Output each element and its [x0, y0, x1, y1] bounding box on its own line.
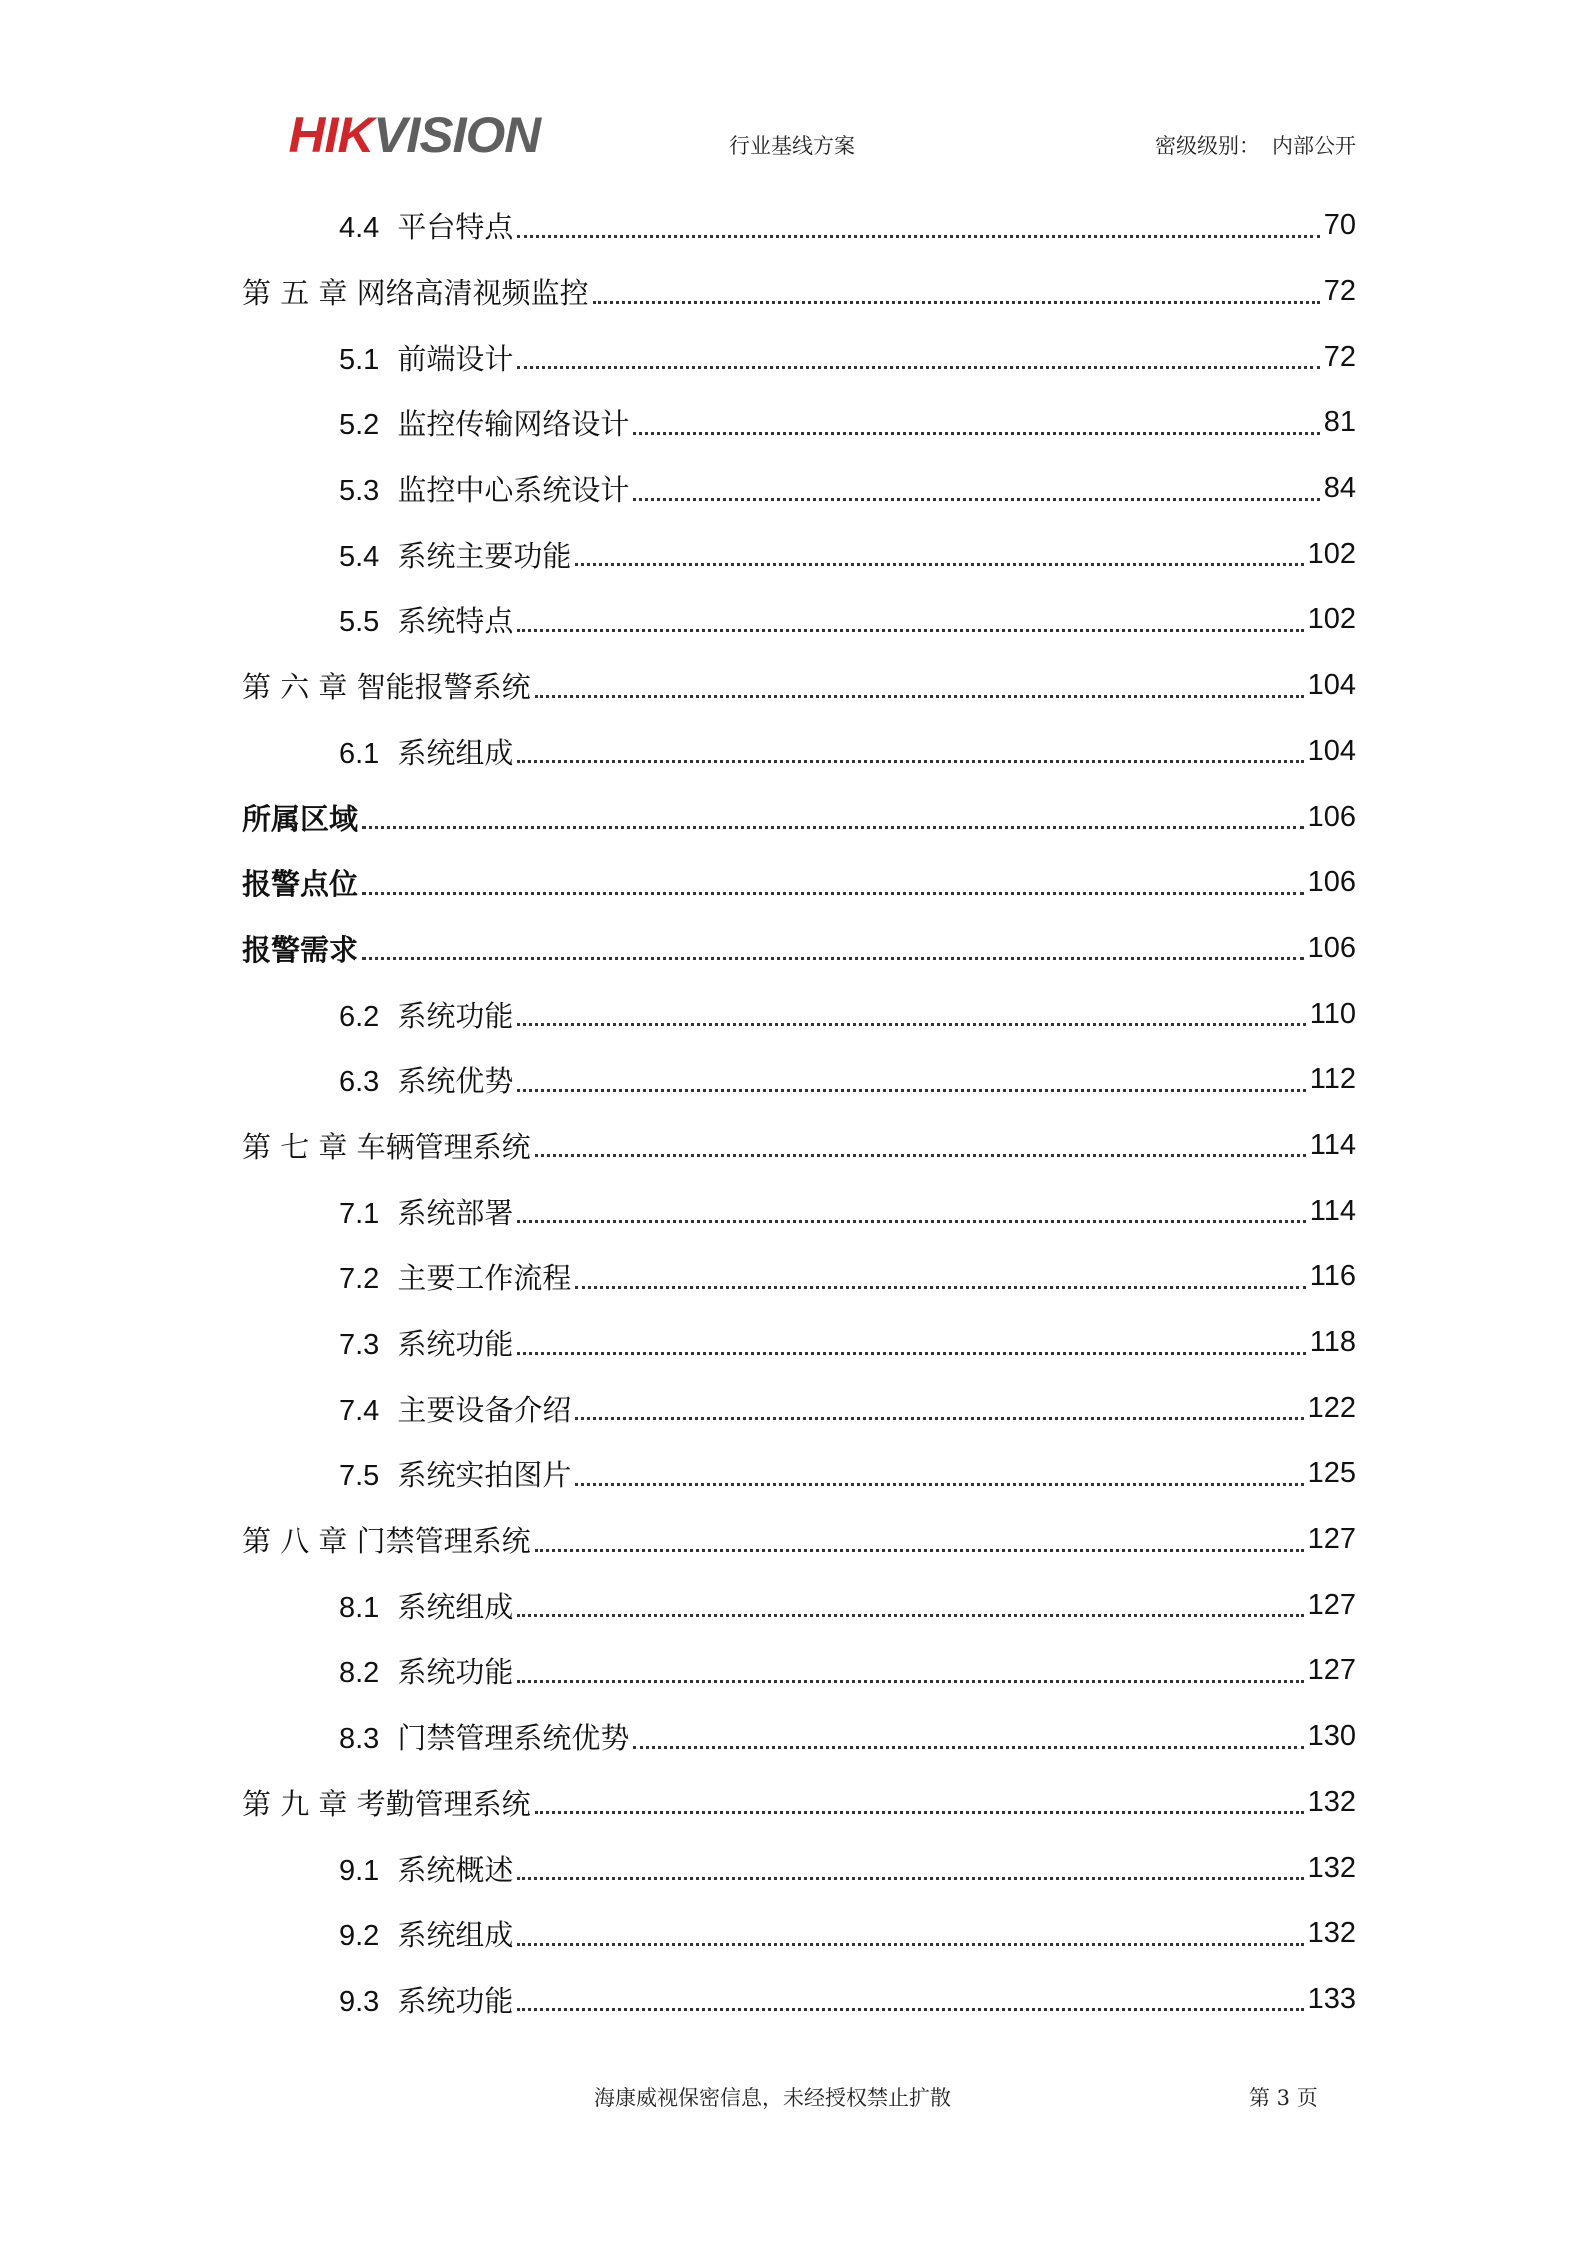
- dot-leader: [517, 1848, 1303, 1880]
- toc-entry-page: 106: [1307, 800, 1356, 833]
- table-of-contents: [0, 193, 1587, 2032]
- toc-entry-title: [242, 1125, 535, 1166]
- dot-leader: [517, 731, 1303, 763]
- toc-entry-page: 132: [1307, 1917, 1356, 1950]
- toc-entry-text: 第 六 章 智能报警系统: [242, 670, 531, 705]
- toc-entry[interactable]: [339, 1901, 1356, 1967]
- dot-leader: [362, 928, 1304, 960]
- dot-leader: [517, 337, 1319, 369]
- dot-leader: [535, 1520, 1304, 1552]
- dot-leader: [362, 797, 1304, 829]
- toc-entry-page: 110: [1309, 997, 1356, 1030]
- toc-entry[interactable]: [242, 916, 1356, 982]
- toc-entry-text: 门禁管理系统优势: [397, 1721, 630, 1756]
- toc-entry-title: [339, 1716, 633, 1757]
- toc-entry-page: 72: [1323, 275, 1356, 308]
- toc-entry-title: [339, 599, 517, 640]
- toc-entry-text: 所属区域: [242, 801, 359, 836]
- toc-entry-number: 5.1: [339, 343, 380, 376]
- toc-entry-page: 102: [1307, 603, 1356, 636]
- toc-entry-page: 127: [1307, 1588, 1356, 1621]
- toc-entry-number: 7.5: [339, 1460, 380, 1493]
- toc-entry[interactable]: [339, 1047, 1356, 1113]
- toc-entry-text: 主要工作流程: [397, 1261, 572, 1296]
- toc-entry-title: [339, 1388, 575, 1429]
- toc-entry-page: 102: [1307, 537, 1356, 570]
- toc-entry-number: 9.3: [339, 1985, 380, 2018]
- dot-leader: [575, 1257, 1305, 1289]
- toc-entry-page: 104: [1307, 734, 1356, 767]
- toc-entry[interactable]: [242, 1507, 1356, 1573]
- toc-entry-title: [339, 534, 575, 575]
- toc-entry[interactable]: [339, 1835, 1356, 1901]
- toc-entry-number: 7.3: [339, 1329, 380, 1362]
- security-level: 密级级别： 内部公开: [1155, 134, 1356, 158]
- toc-entry-page: 84: [1323, 472, 1356, 505]
- toc-entry-title: [242, 1782, 535, 1823]
- dot-leader: [535, 666, 1304, 698]
- toc-entry-text: 系统组成: [397, 1589, 514, 1624]
- toc-entry[interactable]: [339, 456, 1356, 522]
- toc-entry-page: 132: [1307, 1851, 1356, 1884]
- dot-leader: [593, 272, 1320, 304]
- dot-leader: [535, 1782, 1304, 1814]
- toc-entry[interactable]: [242, 1113, 1356, 1179]
- toc-entry-title: [242, 862, 362, 903]
- toc-entry-text: 系统优势: [397, 1064, 514, 1099]
- toc-entry-text: 系统实拍图片: [397, 1458, 572, 1493]
- toc-entry-text: 系统部署: [397, 1195, 514, 1230]
- toc-entry[interactable]: [242, 784, 1356, 850]
- toc-entry-page: 118: [1309, 1326, 1356, 1359]
- toc-entry-title: [339, 468, 633, 509]
- toc-entry-number: 9.2: [339, 1920, 380, 1953]
- dot-leader: [517, 1585, 1303, 1617]
- toc-entry-number: 5.2: [339, 409, 380, 442]
- toc-entry-text: 主要设备介绍: [397, 1392, 572, 1427]
- toc-entry-text: 系统功能: [397, 1655, 514, 1690]
- dot-leader: [517, 994, 1305, 1026]
- toc-entry-number: 5.5: [339, 606, 380, 639]
- confidential-notice: 海康威视保密信息，未经授权禁止扩散: [594, 2086, 951, 2110]
- toc-entry-title: [339, 1322, 517, 1363]
- toc-entry-number: 4.4: [339, 212, 380, 245]
- toc-entry[interactable]: [339, 1572, 1356, 1638]
- dot-leader: [517, 600, 1303, 632]
- toc-entry-text: 监控中心系统设计: [397, 473, 630, 508]
- dot-leader: [633, 469, 1319, 501]
- toc-entry-number: 5.4: [339, 540, 380, 573]
- toc-entry-page: 132: [1307, 1785, 1356, 1818]
- toc-entry-title: [339, 1453, 575, 1494]
- toc-entry-text: 系统组成: [397, 1918, 514, 1953]
- toc-entry[interactable]: [339, 1178, 1356, 1244]
- dot-leader: [517, 1979, 1303, 2011]
- toc-entry-title: [339, 994, 517, 1035]
- toc-entry-number: 7.1: [339, 1197, 380, 1230]
- dot-leader: [535, 1125, 1306, 1157]
- dot-leader: [517, 1060, 1305, 1092]
- toc-entry[interactable]: [339, 193, 1356, 259]
- toc-entry[interactable]: [242, 653, 1356, 719]
- dot-leader: [575, 1454, 1303, 1486]
- toc-entry-page: 104: [1307, 669, 1356, 702]
- toc-entry[interactable]: [339, 719, 1356, 785]
- toc-entry-page: 70: [1323, 209, 1356, 242]
- toc-entry-number: 8.2: [339, 1657, 380, 1690]
- dot-leader: [575, 1388, 1303, 1420]
- toc-entry-title: [339, 1191, 517, 1232]
- toc-entry-text: 监控传输网络设计: [397, 407, 630, 442]
- toc-entry-number: 9.1: [339, 1854, 380, 1887]
- toc-entry-text: 系统功能: [397, 1983, 514, 2018]
- dot-leader: [633, 403, 1319, 435]
- toc-entry[interactable]: [339, 587, 1356, 653]
- toc-entry-page: 81: [1323, 406, 1356, 439]
- toc-entry[interactable]: [242, 259, 1356, 325]
- toc-entry-number: 6.1: [339, 737, 380, 770]
- toc-entry-text: 系统功能: [397, 1327, 514, 1362]
- dot-leader: [517, 1323, 1305, 1355]
- toc-entry-text: 第 七 章 车辆管理系统: [242, 1129, 531, 1164]
- toc-entry-text: 系统功能: [397, 998, 514, 1033]
- dot-leader: [575, 534, 1303, 566]
- toc-entry-page: 125: [1307, 1457, 1356, 1490]
- toc-entry-title: [339, 731, 517, 772]
- toc-entry-text: 系统组成: [397, 735, 514, 770]
- toc-entry-number: 7.4: [339, 1394, 380, 1427]
- toc-entry[interactable]: [339, 390, 1356, 456]
- toc-entry[interactable]: [339, 1704, 1356, 1770]
- toc-entry[interactable]: [339, 1244, 1356, 1310]
- toc-entry-page: 72: [1323, 340, 1356, 373]
- toc-entry[interactable]: [339, 1638, 1356, 1704]
- toc-entry[interactable]: [339, 521, 1356, 587]
- dot-leader: [633, 1717, 1303, 1749]
- toc-entry-text: 平台特点: [397, 210, 514, 245]
- toc-entry-title: [339, 402, 633, 443]
- dot-leader: [362, 863, 1304, 895]
- toc-entry-title: [242, 271, 593, 312]
- toc-entry-page: 112: [1309, 1063, 1356, 1096]
- toc-entry-number: 6.3: [339, 1066, 380, 1099]
- dot-leader: [517, 206, 1319, 238]
- toc-entry-title: [242, 928, 362, 969]
- toc-entry[interactable]: [242, 1770, 1356, 1836]
- toc-entry-page: 127: [1307, 1654, 1356, 1687]
- toc-entry-page: 116: [1309, 1260, 1356, 1293]
- dot-leader: [517, 1651, 1303, 1683]
- toc-entry-title: [242, 1519, 535, 1560]
- toc-entry-page: 114: [1309, 1128, 1356, 1161]
- toc-entry-number: 8.3: [339, 1723, 380, 1756]
- toc-entry[interactable]: [339, 1310, 1356, 1376]
- hikvision-logo: HIKVISION: [288, 107, 541, 163]
- toc-entry-title: [339, 1256, 575, 1297]
- dot-leader: [517, 1191, 1305, 1223]
- page-number: 第 3 页: [1249, 2086, 1318, 2110]
- toc-entry[interactable]: [339, 981, 1356, 1047]
- toc-entry-title: [339, 1059, 517, 1100]
- toc-entry-text: 系统主要功能: [397, 538, 572, 573]
- toc-entry-page: 122: [1307, 1391, 1356, 1424]
- toc-entry-text: 报警点位: [242, 867, 359, 902]
- toc-entry-page: 130: [1307, 1720, 1356, 1753]
- toc-entry-title: [339, 337, 517, 378]
- toc-entry-title: [242, 797, 362, 838]
- toc-entry-text: 报警需求: [242, 932, 359, 967]
- toc-entry-title: [339, 1848, 517, 1889]
- toc-entry-title: [339, 1585, 517, 1626]
- toc-entry-title: [242, 665, 535, 706]
- toc-entry[interactable]: [339, 324, 1356, 390]
- toc-entry[interactable]: [339, 1375, 1356, 1441]
- toc-entry-title: [339, 1979, 517, 2020]
- toc-entry[interactable]: [242, 850, 1356, 916]
- toc-entry-number: 8.1: [339, 1591, 380, 1624]
- toc-entry-text: 第 五 章 网络高清视频监控: [242, 276, 589, 311]
- toc-entry[interactable]: [339, 1441, 1356, 1507]
- toc-entry[interactable]: [339, 1967, 1356, 2033]
- toc-entry-number: 7.2: [339, 1263, 380, 1296]
- toc-entry-text: 第 九 章 考勤管理系统: [242, 1786, 531, 1821]
- toc-entry-page: 133: [1307, 1982, 1356, 2015]
- toc-entry-title: [339, 1650, 517, 1691]
- toc-entry-page: 114: [1309, 1194, 1356, 1227]
- toc-entry-page: 106: [1307, 931, 1356, 964]
- toc-entry-text: 系统概述: [397, 1852, 514, 1887]
- toc-entry-number: 5.3: [339, 475, 380, 508]
- toc-entry-text: 系统特点: [397, 604, 514, 639]
- dot-leader: [517, 1914, 1303, 1946]
- toc-entry-title: [339, 1913, 517, 1954]
- toc-entry-title: [339, 205, 517, 246]
- toc-entry-number: 6.2: [339, 1000, 380, 1033]
- toc-entry-text: 前端设计: [397, 341, 514, 376]
- document-title: 行业基线方案: [729, 134, 855, 158]
- toc-entry-text: 第 八 章 门禁管理系统: [242, 1524, 531, 1559]
- toc-entry-page: 127: [1307, 1523, 1356, 1556]
- toc-entry-page: 106: [1307, 866, 1356, 899]
